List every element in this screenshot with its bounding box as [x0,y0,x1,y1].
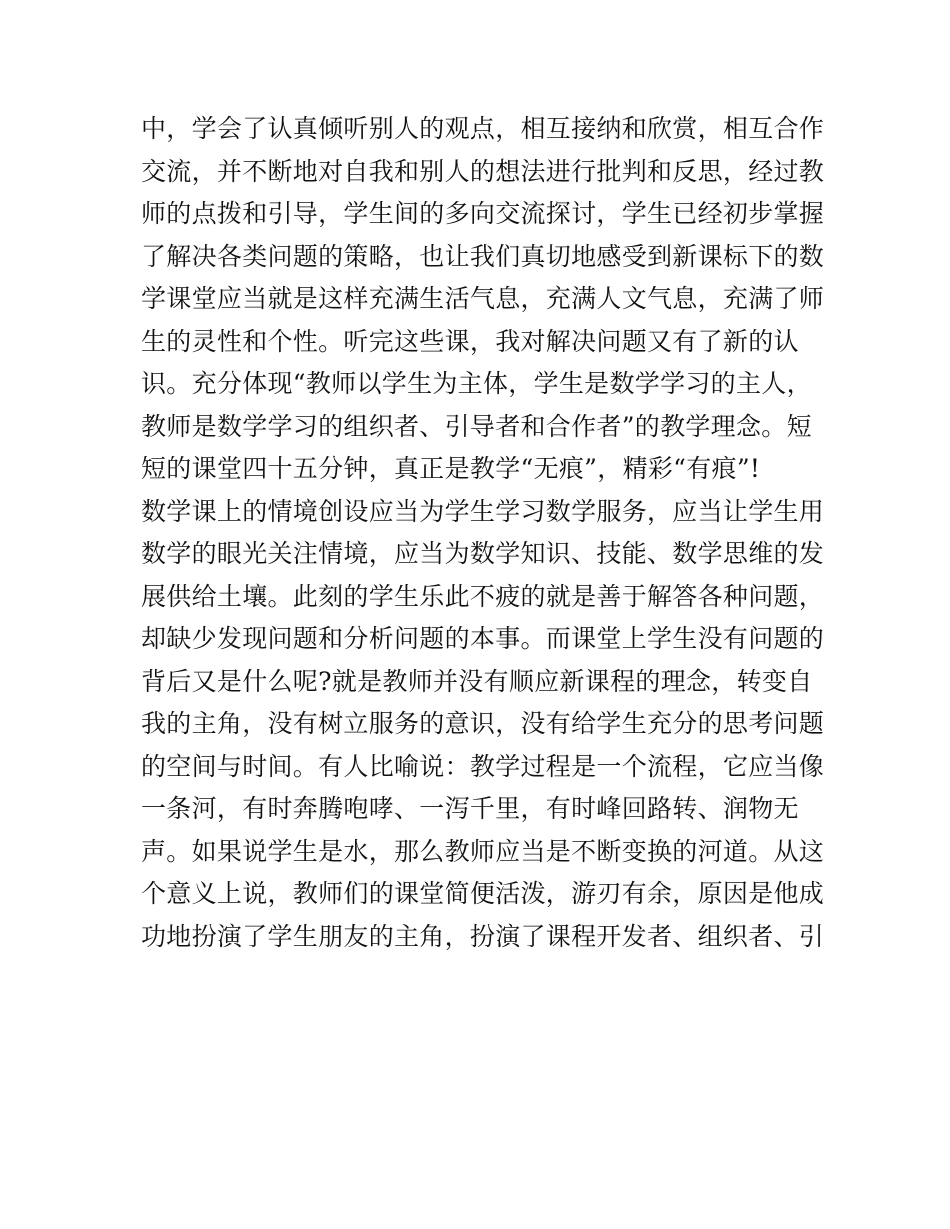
text-line: 中，学会了认真倾听别人的观点，相互接纳和欣赏，相互合作 [141,114,825,143]
text-line: 声。如果说学生是水，那么教师应当是不断变换的河道。从这 [141,836,825,866]
text-line: 展供给土壤。此刻的学生乐此不疲的就是善于解答各种问题， [141,581,825,611]
text-line: 了解决各类问题的策略，也让我们真切地感受到新课标下的数 [141,241,825,271]
text-line: 我的主角，没有树立服务的意识，没有给学生充分的思考问题 [141,709,825,738]
text-line: 师的点拨和引导，学生间的多向交流探讨，学生已经初步掌握 [141,199,825,228]
text-line: 背后又是什么呢?就是教师并没有顺应新课程的理念，转变自 [141,666,813,696]
text-line: 一条河，有时奔腾咆哮、一泻千里，有时峰回路转、润物无 [141,794,799,823]
text-line: 个意义上说，教师们的课堂简便活泼，游刃有余，原因是他成 [141,879,825,908]
text-line: 数学课上的情境创设应当为学生学习数学服务，应当让学生用 [141,496,825,526]
text-line: 识。充分体现“教师以学生为主体，学生是数学学习的主人， [141,369,812,398]
text-line: 却缺少发现问题和分析问题的本事。而课堂上学生没有问题的 [141,624,825,653]
text-line: 学课堂应当就是这样充满生活气息，充满人文气息，充满了师 [141,284,825,313]
text-line: 短的课堂四十五分钟，真正是教学“无痕”，精彩“有痕”! [141,454,761,483]
text-line: 的空间与时间。有人比喻说：教学过程是一个流程，它应当像 [141,751,825,781]
text-line: 功地扮演了学生朋友的主角，扮演了课程开发者、组织者、引 [141,921,825,951]
text-line: 教师是数学学习的组织者、引导者和合作者”的教学理念。短 [141,411,812,441]
body-text [141,108,825,958]
text-line: 生的灵性和个性。听完这些课，我对解决问题又有了新的认 [141,326,799,356]
text-line: 交流，并不断地对自我和别人的想法进行批判和反思，经过教 [141,156,825,186]
text-line: 数学的眼光关注情境，应当为数学知识、技能、数学思维的发 [141,539,825,568]
